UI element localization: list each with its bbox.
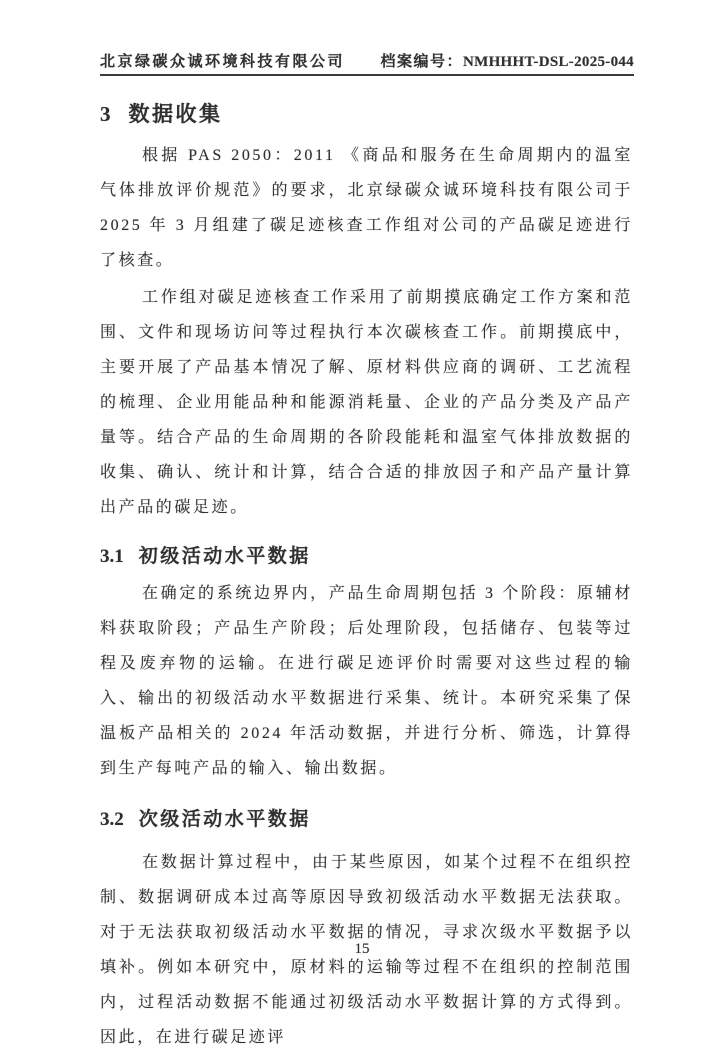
section-number: 3.2: [100, 809, 124, 830]
paragraph: 在确定的系统边界内，产品生命周期包括 3 个阶段：原辅材料获取阶段；产品生产阶段；后处理阶段，包括储存、包装等过程及废弃物的运输。在进行碳足迹评价时需要对这些过程的输入、输出的初级活动水平数据进行采集、统计。本研究采集了保温板产品相关的 2024 年活动数据，并进行分析、筛选，计算得到生产每吨产品的输入、输出数据。: [100, 585, 633, 777]
section-title: 次级活动水平数据: [138, 809, 311, 830]
section-title: 数据收集: [128, 102, 223, 126]
page-header: [100, 50, 634, 71]
section-heading-3-1: [100, 541, 633, 568]
document-body: [100, 84, 633, 1055]
paragraph: 工作组对碳足迹核查工作采用了前期摸底确定工作方案和范围、文件和现场访问等过程执行本次碳核查工作。前期摸底中，主要开展了产品基本情况了解、原材料供应商的调研、工艺流程的梳理、企业用能品种和能源消耗量、企业的产品分类及产品产量等。结合产品的生命周期的各阶段能耗和温室气体排放数据的收集、确认、统计和计算，结合合适的排放因子和产品产量计算出产品的碳足迹。: [100, 289, 633, 516]
section-number: 3.1: [100, 546, 124, 567]
header-divider: [100, 74, 634, 76]
section-heading-3: [100, 98, 633, 128]
paragraph: 在数据计算过程中，由于某些原因，如某个过程不在组织控制、数据调研成本过高等原因导致初级活动水平数据无法获取。对于无法获取初级活动水平数据的情况，寻求次级水平数据予以填补。例如本研究中，原材料的运输等过程不在组织的控制范围内，过程活动数据不能通过初级活动水平数据计算的方式得到。因此，在进行碳足迹评: [100, 854, 633, 1046]
paragraph: 根据 PAS 2050：2011 《商品和服务在生命周期内的温室气体排放评价规范》的要求，北京绿碳众诚环境科技有限公司于 2025 年 3 月组建了碳足迹核查工作组对公司的产品碳足迹进行了核查。: [100, 147, 633, 269]
section-title: 初级活动水平数据: [138, 546, 311, 567]
archive-number: [380, 50, 634, 71]
archive-label: 档案编号：: [380, 54, 463, 70]
archive-value: NMHHHT-DSL-2025-044: [463, 54, 634, 70]
section-number: 3: [100, 102, 111, 126]
company-name: 北京绿碳众诚环境科技有限公司: [100, 54, 346, 70]
page-footer: [0, 941, 724, 958]
section-heading-3-2: [100, 804, 633, 831]
page-number: 15: [354, 941, 370, 957]
